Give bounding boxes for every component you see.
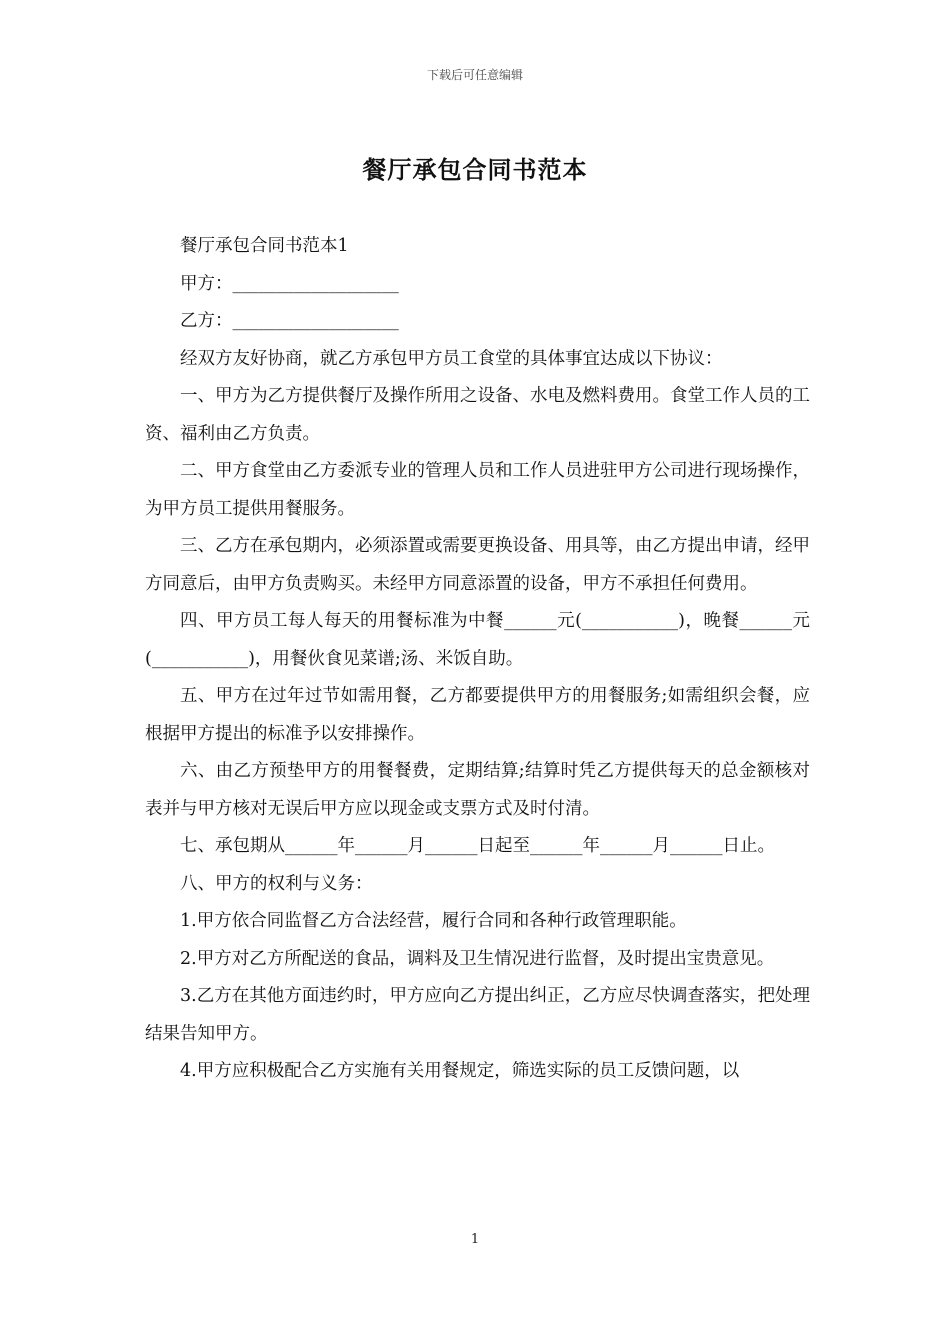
clause-8-item-1: 1.甲方依合同监督乙方合法经营，履行合同和各种行政管理职能。 [180,911,687,931]
page-number: 1 [470,1232,480,1247]
clause-1: 一、甲方为乙方提供餐厅及操作所用之设备、水电及燃料费用。食堂工作人员的工资、福利由乙方负责。 [145,386,810,444]
clause-7: 七、承包期从______年______月______日起至______年______月______日止。 [180,836,775,856]
header-note: 下载后可任意编辑 [426,68,523,82]
clause-4: 四、甲方员工每人每天的用餐标准为中餐______元(___________)，晚餐______元(___________)，用餐伙食见菜谱;汤、米饭自助。 [145,611,810,669]
clause-5: 五、甲方在过年过节如需用餐，乙方都要提供甲方的用餐服务;如需组织会餐，应根据甲方提出的标准予以安排操作。 [145,686,810,744]
document-title: 餐厅承包合同书范本 [362,156,588,184]
clause-8-item-4: 4.甲方应积极配合乙方实施有关用餐规定，筛选实际的员工反馈问题，以 [180,1061,740,1081]
clause-6: 六、由乙方预垫甲方的用餐餐费，定期结算;结算时凭乙方提供每天的总金额核对表并与甲方核对无误后甲方应以现金或支票方式及时付清。 [145,761,810,819]
subtitle-paragraph: 餐厅承包合同书范本1 [180,236,349,256]
intro-paragraph: 经双方友好协商，就乙方承包甲方员工食堂的具体事宜达成以下协议： [180,348,723,369]
clause-8-item-2: 2.甲方对乙方所配送的食品，调料及卫生情况进行监督，及时提出宝贵意见。 [180,948,775,969]
clause-3: 三、乙方在承包期内，必须添置或需要更换设备、用具等，由乙方提出申请，经甲方同意后，由甲方负责购买。未经甲方同意添置的设备，甲方不承担任何费用。 [145,536,810,594]
clause-8-heading: 八、甲方的权利与义务： [180,873,373,894]
document-body [145,228,810,1091]
clause-2: 二、甲方食堂由乙方委派专业的管理人员和工作人员进驻甲方公司进行现场操作，为甲方员工提供用餐服务。 [145,461,810,519]
party-a-line: 甲方：___________________ [180,273,399,294]
party-b-line: 乙方：___________________ [180,311,399,331]
clause-8-item-3: 3.乙方在其他方面违约时，甲方应向乙方提出纠正，乙方应尽快调查落实，把处理结果告知甲方。 [145,986,810,1044]
